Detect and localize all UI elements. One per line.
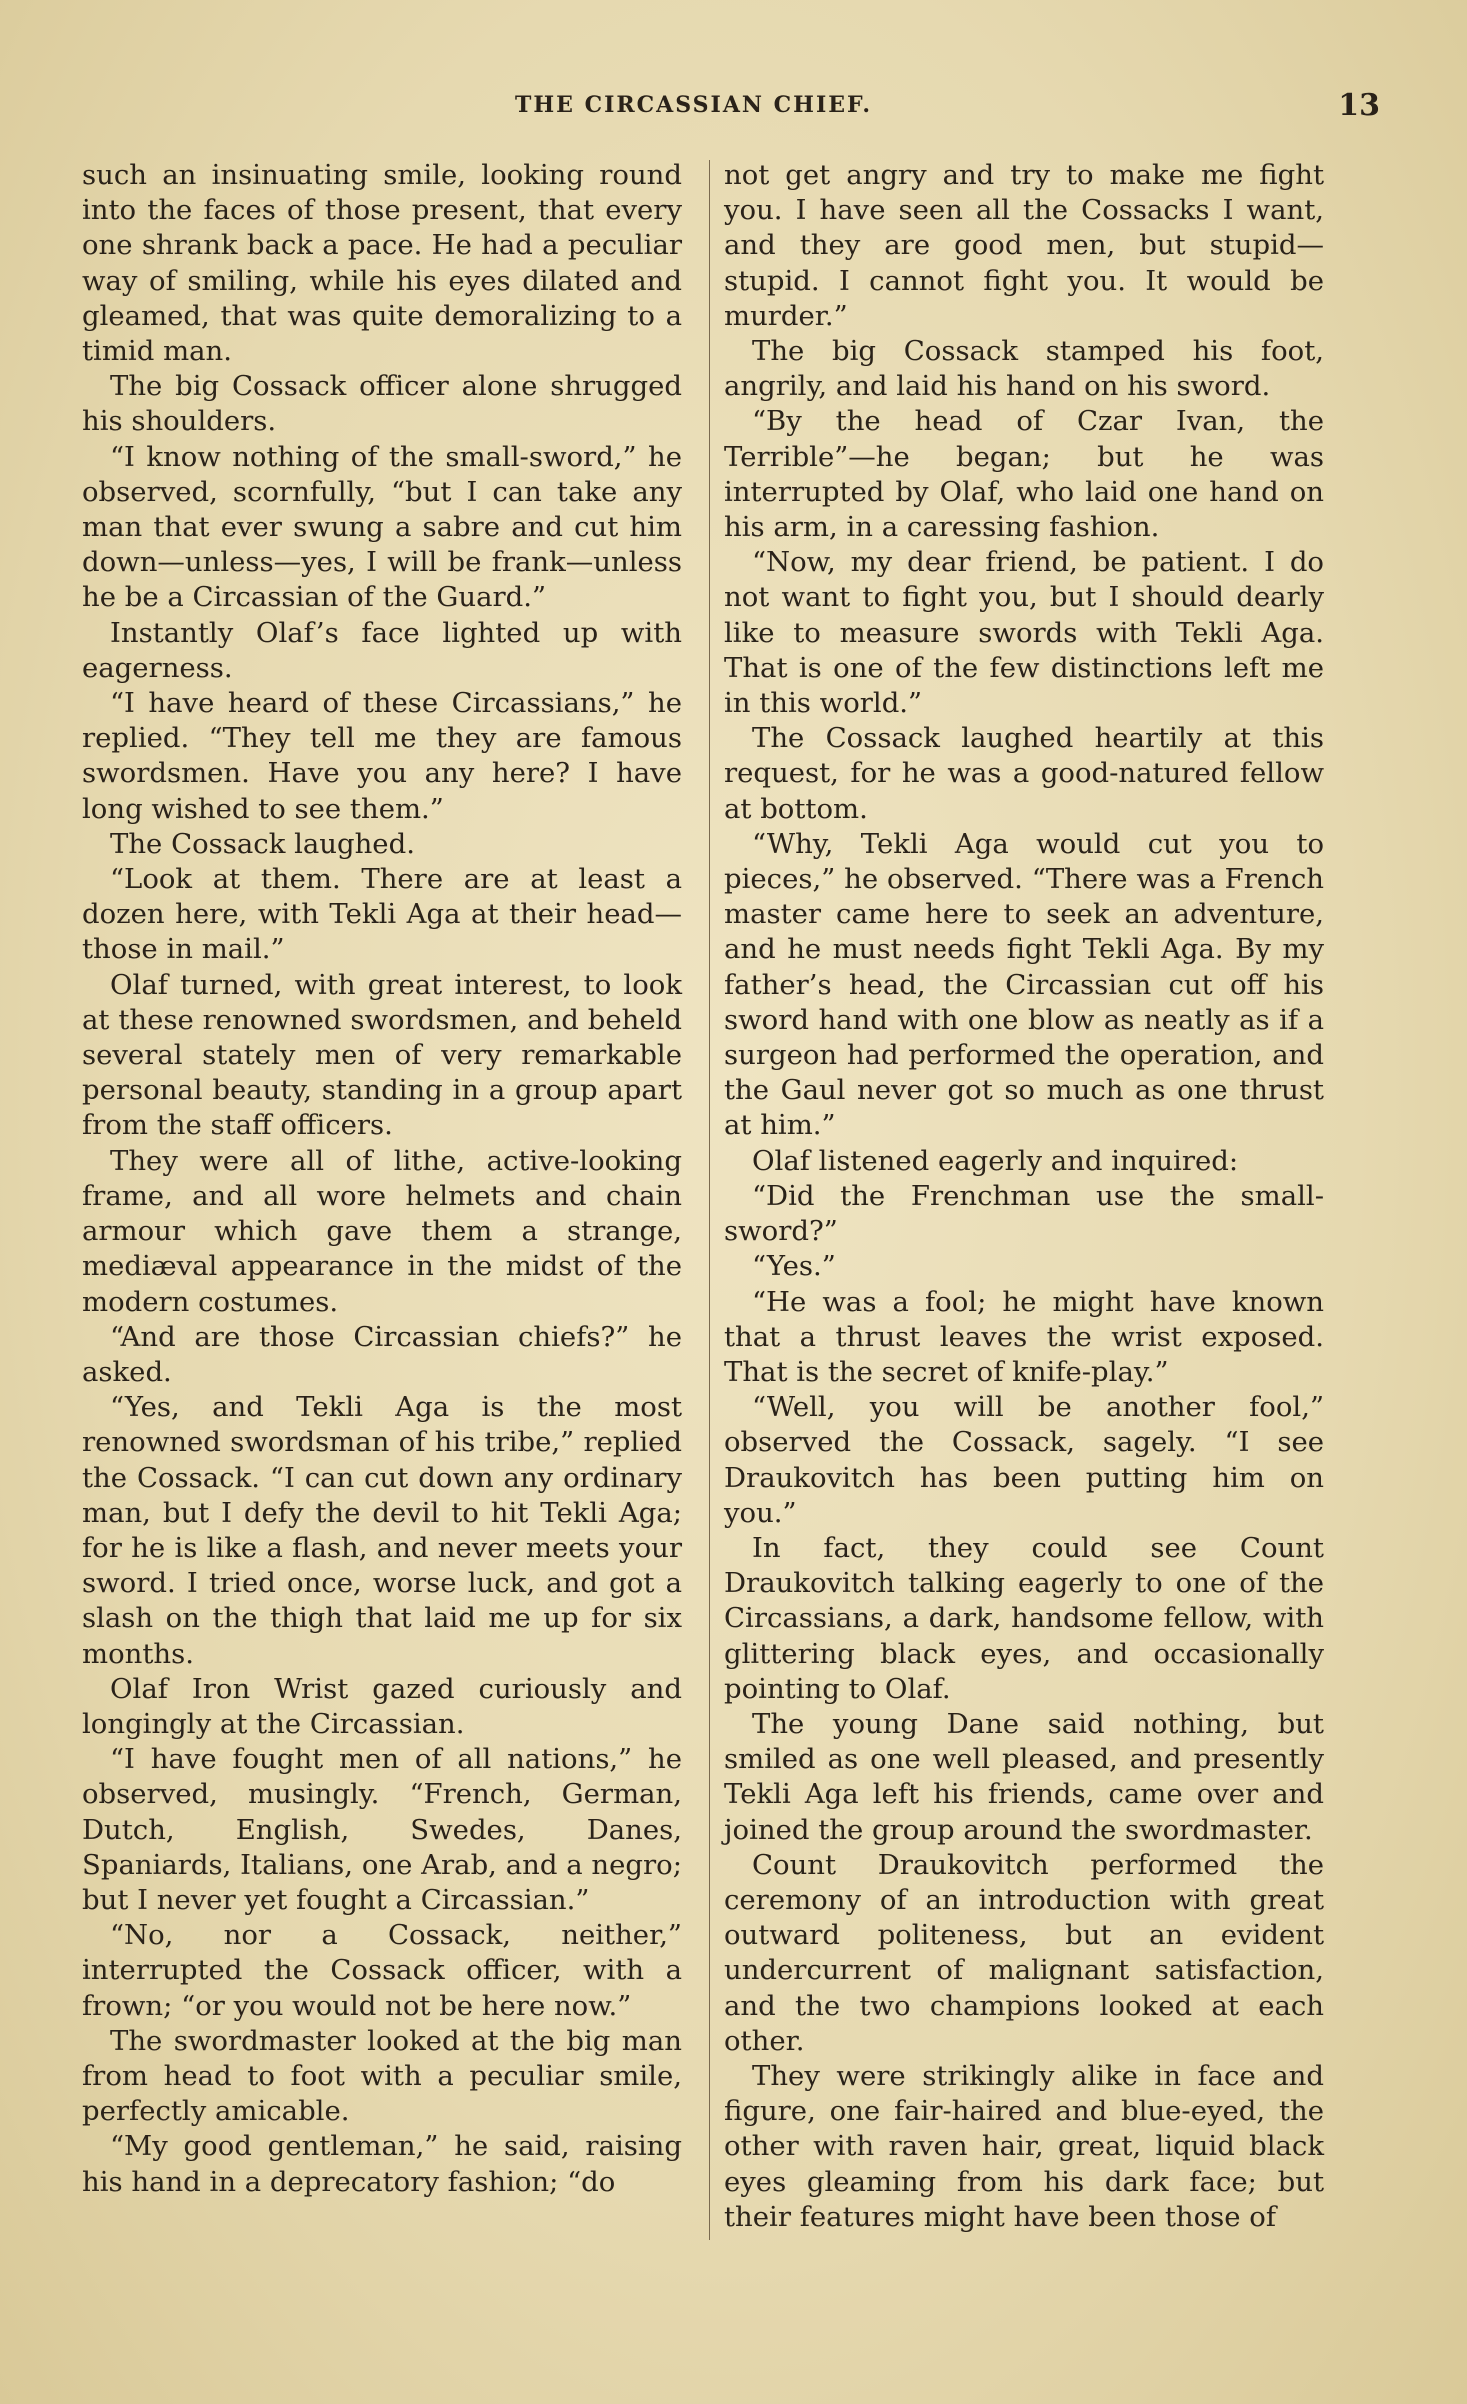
paragraph: The young Dane said nothing, but smiled as one well pleased, and presently Tekli Aga left his friends, came over and joined the group around the swordmaster.	[724, 1707, 1324, 1846]
paragraph: “Yes.”	[752, 1250, 836, 1283]
paragraph: “By the head of Czar Ivan, the Terrible”—he began; but he was interrupted by Olaf, who laid one hand on his arm, in a caressing fashion.	[724, 405, 1324, 544]
left-column	[82, 158, 682, 2200]
paragraph: The Cossack laughed heartily at this request, for he was a good-natured fellow at bottom.	[724, 722, 1324, 825]
paragraph: “Look at them. There are at least a dozen here, with Tekli Aga at their head—those in mail.”	[82, 863, 682, 966]
paragraph: In fact, they could see Count Draukovitch talking eagerly to one of the Circassians, a dark, handsome fellow, with glittering black eyes, and occasionally pointing to Olaf.	[724, 1531, 1324, 1705]
paragraph: They were strikingly alike in face and figure, one fair-haired and blue-eyed, the other with raven hair, great, liquid black eyes gleaming from his dark face; but their features might have been those of	[724, 2059, 1324, 2233]
paragraph: The big Cossack officer alone shrugged his shoulders.	[82, 370, 682, 438]
paragraph: Count Draukovitch performed the ceremony of an introduction with great outward politeness, but an evident undercurrent of malignant satisfaction, and the two champions looked at each other.	[724, 1848, 1324, 2057]
running-title: THE CIRCASSIAN CHIEF.	[515, 92, 873, 118]
page-header	[110, 88, 1380, 128]
paragraph: “I have heard of these Circassians,” he replied. “They tell me they are famous swordsmen. Have you any here? I have long wished to see them.”	[82, 687, 682, 825]
right-column	[724, 158, 1324, 2235]
page-number: 13	[1338, 88, 1380, 123]
paragraph: “Why, Tekli Aga would cut you to pieces,” he observed. “There was a French master came here to seek an adventure, and he must needs fight Tekli Aga. By my father’s head, the Circassian cut off his sword hand with one blow as neatly as if a surgeon had performed the operation, and the Gaul never got so much as one thrust at him.”	[724, 827, 1324, 1142]
paragraph: The swordmaster looked at the big man from head to foot with a peculiar smile, perfectly amicable.	[82, 2024, 682, 2128]
paragraph: “No, nor a Cossack, neither,” interrupted the Cossack officer, with a frown; “or you would not be here now.”	[82, 1919, 682, 2022]
paragraph: “Now, my dear friend, be patient. I do not want to fight you, but I should dearly like to measure swords with Tekli Aga. That is one of the few distinctions left me in this world.”	[724, 546, 1324, 720]
paragraph: Olaf listened eagerly and inquired:	[752, 1144, 1239, 1177]
paragraph: not get angry and try to make me fight you. I have seen all the Cossacks I want, and they are good men, but stupid—stupid. I cannot fight you. It would be murder.”	[724, 159, 1324, 332]
paragraph: “I know nothing of the small-sword,” he observed, scornfully, “but I can take any man that ever swung a sabre and cut him down—unless—yes, I will be frank—unless he be a Circassian of the Guard.”	[82, 440, 682, 614]
paragraph: The Cossack laughed.	[110, 827, 415, 860]
paragraph: “I have fought men of all nations,” he observed, musingly. “French, German, Dutch, English, Swedes, Danes, Spaniards, Italians, one Arab, and a negro; but I never yet fought a Circassian.”	[82, 1743, 682, 1916]
paragraph: “He was a fool; he might have known that a thrust leaves the wrist exposed. That is the secret of knife-play.”	[724, 1285, 1324, 1388]
paragraph: The big Cossack stamped his foot, angrily, and laid his hand on his sword.	[724, 335, 1324, 403]
paragraph: “Yes, and Tekli Aga is the most renowned swordsman of his tribe,” replied the Cossack. “I can cut down any ordinary man, but I defy the devil to hit Tekli Aga; for he is like a flash, and never meets your sword. I tried once, worse luck, and got a slash on the thigh that laid me up for six months.	[82, 1391, 682, 1670]
paragraph: such an insinuating smile, looking round into the faces of those present, that every one shrank back a pace. He had a peculiar way of smiling, while his eyes dilated and gleamed, that was quite demoralizing to a timid man.	[82, 159, 682, 368]
paragraph: Olaf Iron Wrist gazed curiously and longingly at the Circassian.	[82, 1672, 682, 1740]
paragraph: “Did the Frenchman use the small-sword?”	[724, 1179, 1324, 1248]
paragraph: Olaf turned, with great interest, to look at these renowned swordsmen, and beheld several stately men of very remarkable personal beauty, standing in a group apart from the staff officers.	[82, 968, 682, 1142]
paragraph: Instantly Olaf’s face lighted up with eagerness.	[82, 616, 682, 684]
paragraph: “Well, you will be another fool,” observed the Cossack, sagely. “I see Draukovitch has been putting him on you.”	[724, 1391, 1324, 1529]
paragraph: “And are those Circassian chiefs?” he asked.	[82, 1320, 682, 1388]
paragraph: “My good gentleman,” he said, raising his hand in a deprecatory fashion; “do	[82, 2130, 682, 2198]
paragraph: They were all of lithe, active-looking frame, and all wore helmets and chain armour which gave them a strange, mediæval appearance in the midst of the modern costumes.	[82, 1144, 682, 1318]
column-divider	[709, 160, 710, 2240]
